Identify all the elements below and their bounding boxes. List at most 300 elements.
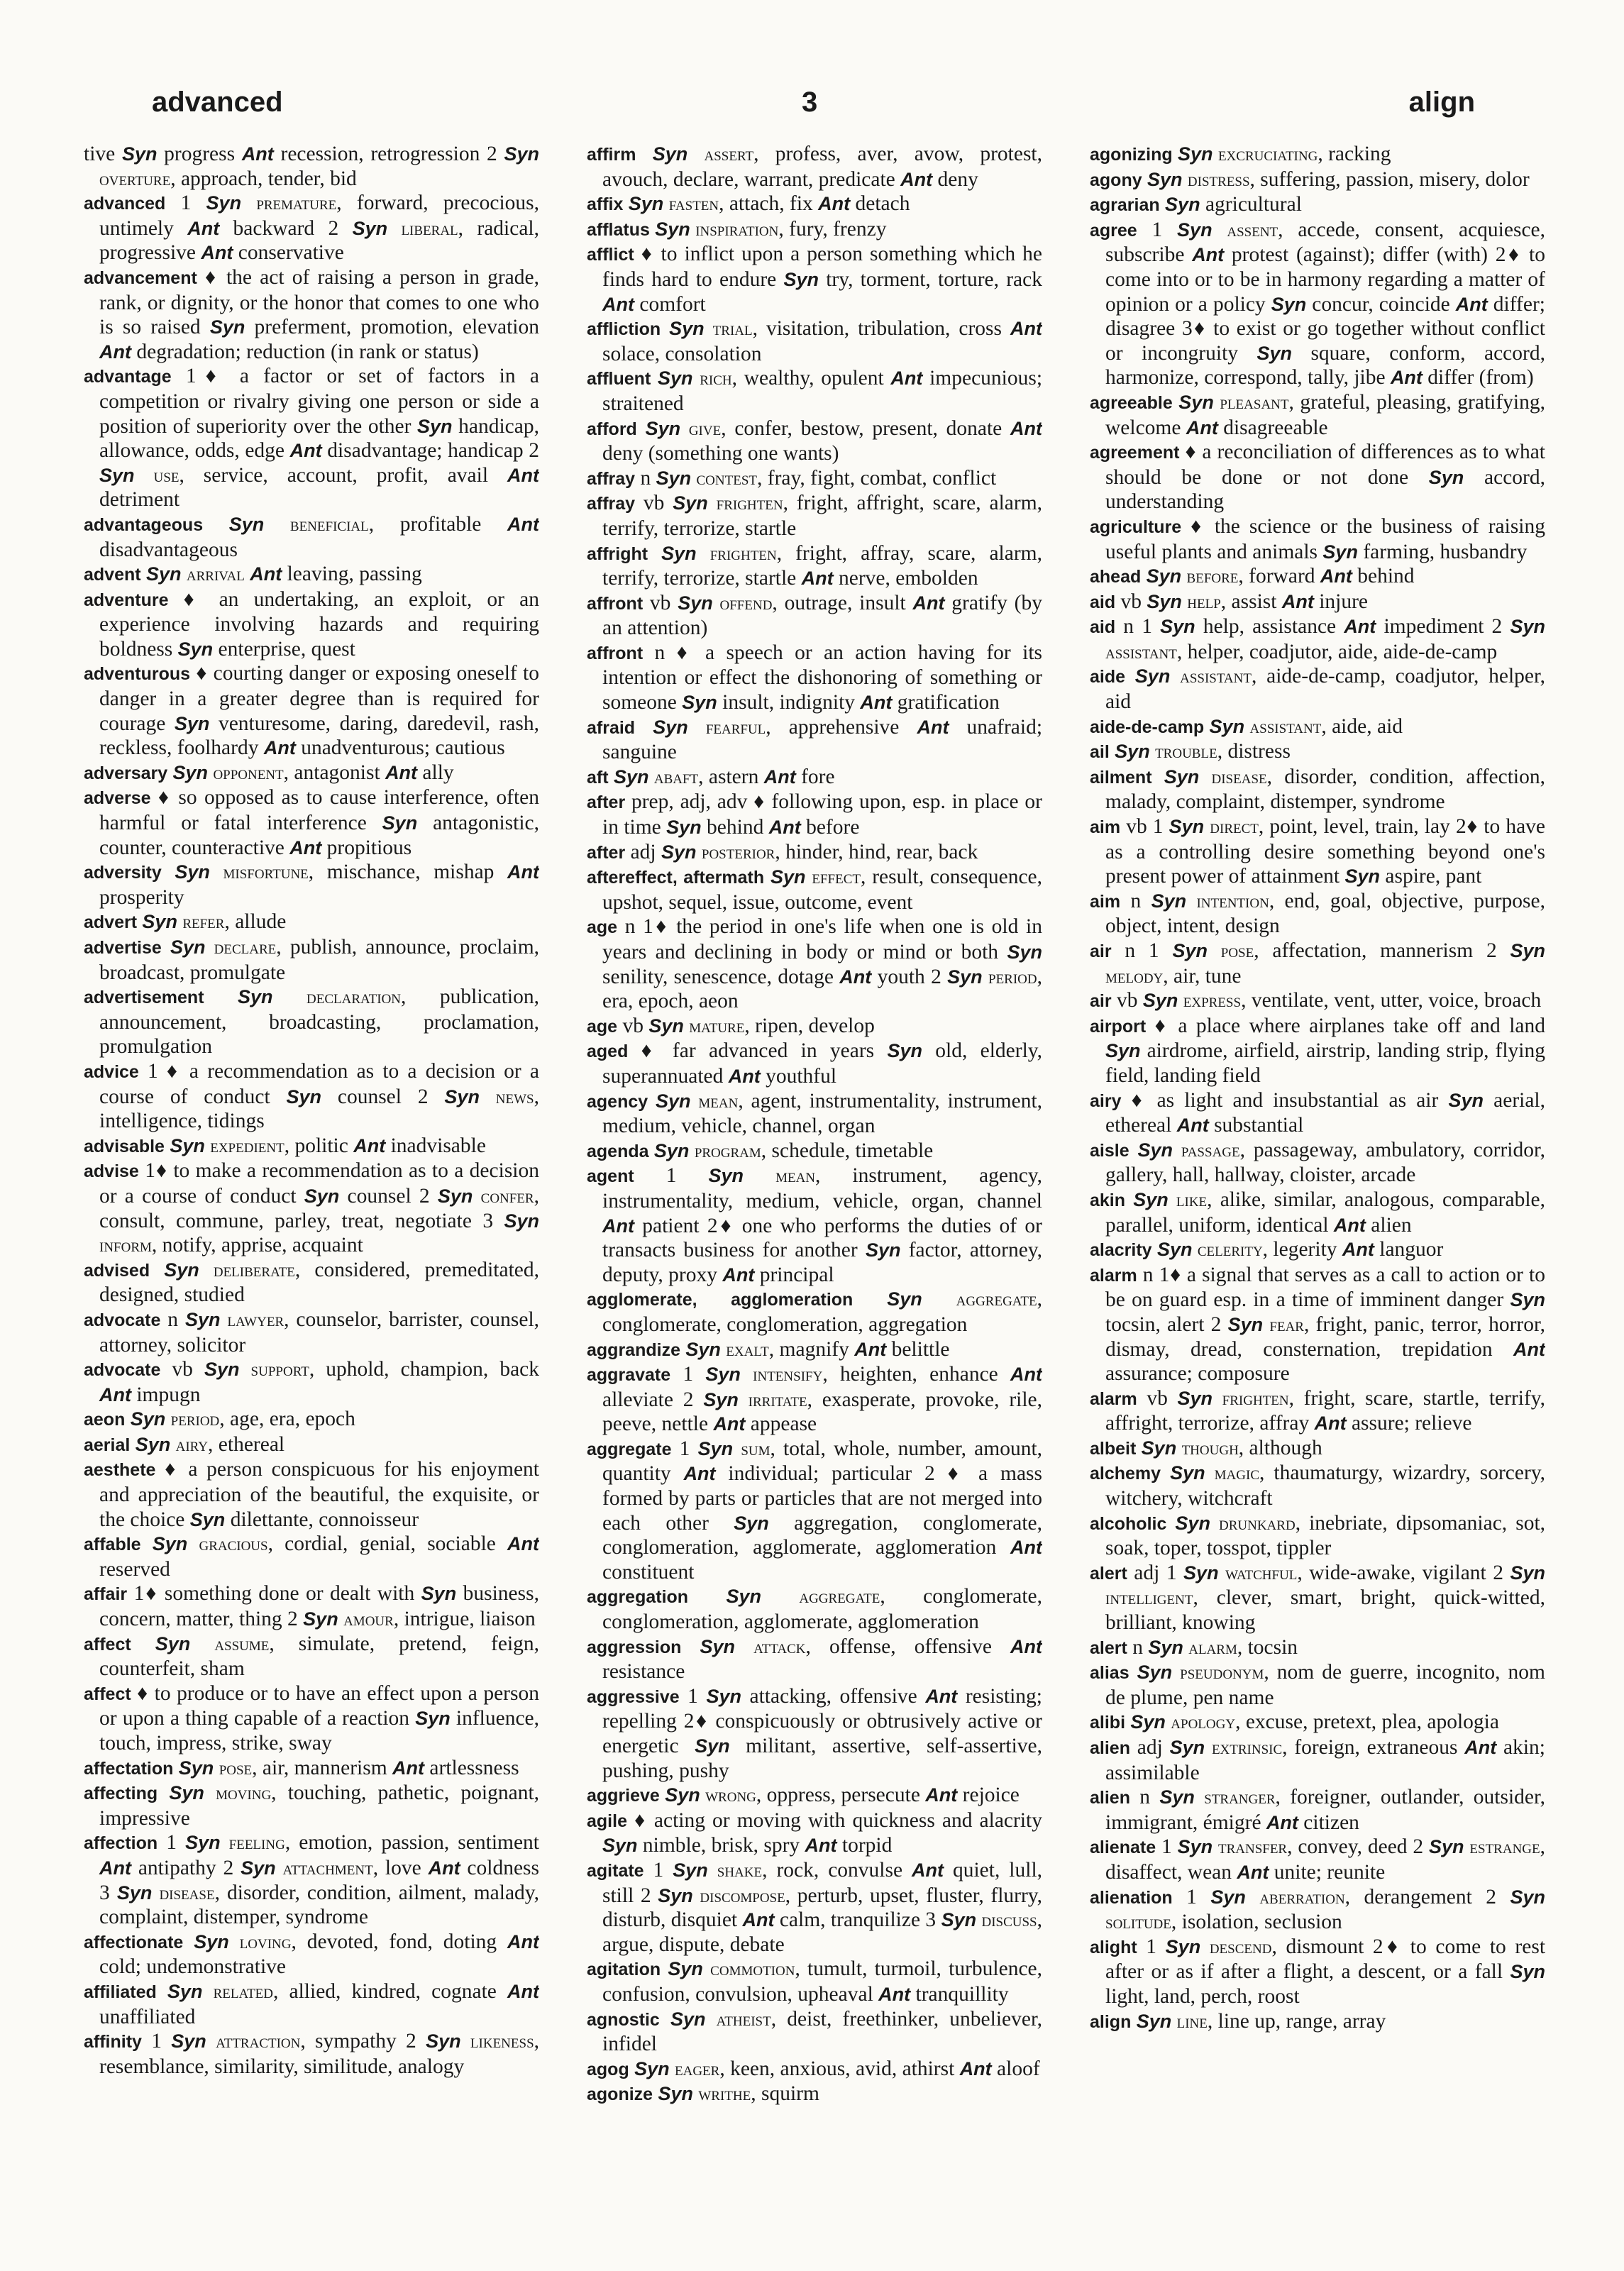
synonym-label: Syn xyxy=(1137,1139,1173,1161)
antonym-label: Ant xyxy=(392,1757,425,1779)
synonym-label: Syn xyxy=(169,1782,204,1804)
synonym-label: Syn xyxy=(121,143,158,165)
headword: aftereffect, aftermath xyxy=(587,868,765,888)
dictionary-entry: advised Syn deliberate, considered, premeditated, designed, studied xyxy=(84,1258,539,1307)
cross-reference: loving xyxy=(239,1930,292,1952)
antonym-label: Ant xyxy=(1464,1737,1497,1758)
cross-reference: stranger xyxy=(1204,1786,1276,1808)
cross-reference: fear xyxy=(1269,1313,1304,1335)
cross-reference: lawyer xyxy=(227,1308,285,1330)
cross-reference: intelligent xyxy=(1105,1587,1193,1609)
dictionary-entry: affiliated Syn related, allied, kindred, cognate Ant unaffiliated xyxy=(84,1979,539,2028)
cross-reference: descend xyxy=(1209,1935,1272,1957)
dictionary-entry: aft Syn abaft, astern Ant fore xyxy=(587,765,835,788)
dictionary-entry: agony Syn distress, suffering, passion, misery, dolor xyxy=(1090,167,1530,191)
headword: air xyxy=(1090,991,1112,1012)
headword: aide-de-camp xyxy=(1090,717,1205,737)
dictionary-entry: agitation Syn commotion, tumult, turmoil, turbulence, confusion, convulsion, upheaval Ant tranquillity xyxy=(587,1957,1042,2006)
headword: affiliated xyxy=(84,1982,157,2002)
dictionary-entry: affront n ♦ a speech or an action having for its intention or effect the dishonoring of something or someone Syn insult, indignity Ant gratification xyxy=(587,641,1042,714)
synonym-label: Syn xyxy=(444,1085,480,1107)
antonym-label: Ant xyxy=(854,1338,887,1360)
dictionary-entry: affect ♦ to produce or to have an effect upon a person or upon a thing capable of a reaction Syn influence, touch, impress, strike, sway xyxy=(84,1681,539,1755)
headword: after xyxy=(587,792,626,813)
cross-reference: pleasant xyxy=(1220,391,1289,413)
synonym-label: Syn xyxy=(1148,1636,1183,1658)
headword: aeon xyxy=(84,1410,126,1430)
headword: age xyxy=(587,1016,618,1037)
synonym-label: Syn xyxy=(1177,219,1213,241)
synonym-label: Syn xyxy=(653,716,688,738)
dictionary-entry: affright Syn frighten, fright, affray, scare, alarm, terrify, terrorize, startle Ant nerve, embolden xyxy=(587,541,1042,590)
synonym-label: Syn xyxy=(657,368,693,389)
dictionary-entry: aid n 1 Syn help, assistance Ant impediment 2 Syn assistant, helper, coadjutor, aide, aide-de-camp xyxy=(1090,615,1545,663)
cross-reference: attraction xyxy=(216,2030,301,2052)
synonym-label: Syn xyxy=(668,1958,703,1980)
column-middle xyxy=(587,142,1042,2214)
dictionary-entry: alarm n 1♦ a signal that serves as a call to action or to be on guard esp. in a time of imminent danger Syn tocsin, alert 2 Syn fear, fright, panic, terror, horror, dismay, dread, consternation, trepidation Ant assurance; composure xyxy=(1090,1263,1545,1386)
cross-reference: overture xyxy=(99,167,171,189)
synonym-label: Syn xyxy=(1142,990,1178,1012)
dictionary-entry: aggrieve Syn wrong, oppress, persecute Ant rejoice xyxy=(587,1784,1020,1807)
dictionary-entry: alacrity Syn celerity, legerity Ant languor xyxy=(1090,1238,1444,1261)
synonym-label: Syn xyxy=(1175,1512,1210,1534)
dictionary-columns xyxy=(84,142,1545,2214)
dictionary-entry: agenda Syn program, schedule, timetable xyxy=(587,1139,934,1162)
dictionary-entry: advantage 1♦ a factor or set of factors in a competition or rivalry giving one person or side a position of superiority over the other Syn handicap, allowance, odds, edge Ant disadvantage; handicap 2 Syn use, service, account, profit, avail Ant detriment xyxy=(84,365,539,512)
cross-reference: use xyxy=(153,464,179,486)
headword: advocate xyxy=(84,1360,161,1381)
synonym-label: Syn xyxy=(673,1859,708,1881)
dictionary-entry: agree 1 Syn assent, accede, consent, acquiesce, subscribe Ant protest (against); differ (with) 2♦ to come into or to be in harmony regarding a matter of opinion or a policy Syn concur, coincide Ant differ; disagree 3♦ to exist or go together without conflict or incongruity Syn square, conform, accord, harmonize, correspond, tally, jibe Ant differ (from) xyxy=(1090,218,1545,389)
headword: advise xyxy=(84,1161,139,1182)
dictionary-entry: affinity 1 Syn attraction, sympathy 2 Syn likeness, resemblance, similarity, similitude, analogy xyxy=(84,2030,539,2078)
synonym-label: Syn xyxy=(184,1308,221,1330)
antonym-label: Ant xyxy=(912,592,945,614)
dictionary-entry: alias Syn pseudonym, nom de guerre, incognito, nom de plume, pen name xyxy=(1090,1661,1545,1709)
dictionary-entry: afford Syn give, confer, bestow, present, donate Ant deny (something one wants) xyxy=(587,416,1042,465)
cross-reference: frighten xyxy=(716,492,783,514)
headword: alchemy xyxy=(1090,1464,1161,1484)
cross-reference: moving xyxy=(216,1782,272,1804)
synonym-label: Syn xyxy=(658,2083,693,2105)
dictionary-entry: advisable Syn expedient, politic Ant inadvisable xyxy=(84,1134,486,1157)
antonym-label: Ant xyxy=(1342,1239,1374,1261)
dictionary-entry: alight 1 Syn descend, dismount 2♦ to come to rest after or as if after a flight, a descent, or a fall Syn light, land, perch, roost xyxy=(1090,1935,1545,2008)
synonym-label: Syn xyxy=(1146,565,1182,587)
synonym-label: Syn xyxy=(1130,1711,1166,1733)
headword: align xyxy=(1090,2011,1132,2032)
headword: aggregate xyxy=(587,1439,672,1459)
dictionary-entry: aide Syn assistant, aide-de-camp, coadjutor, helper, aid xyxy=(1090,665,1545,714)
headword: afflict xyxy=(587,245,634,265)
cross-reference: magic xyxy=(1214,1462,1259,1484)
synonym-label: Syn xyxy=(417,415,453,437)
headword: aid xyxy=(1090,617,1116,638)
dictionary-entry: aggravate 1 Syn intensify, heighten, enhance Ant alleviate 2 Syn irritate, exasperate, provoke, rile, peeve, nettle Ant appease xyxy=(587,1363,1042,1436)
headword: alien xyxy=(1090,1788,1130,1808)
synonym-label: Syn xyxy=(665,1784,700,1806)
synonym-label: Syn xyxy=(695,1735,730,1757)
headword: aggrandize xyxy=(587,1339,680,1360)
synonym-label: Syn xyxy=(941,1909,977,1931)
dictionary-entry: affect Syn assume, simulate, pretend, feign, counterfeit, sham xyxy=(84,1632,539,1681)
synonym-label: Syn xyxy=(426,2030,461,2052)
synonym-label: Syn xyxy=(645,417,681,439)
antonym-label: Ant xyxy=(602,293,634,315)
cross-reference: airy xyxy=(175,1433,209,1455)
synonym-label: Syn xyxy=(1183,1562,1219,1584)
antonym-label: Ant xyxy=(768,817,801,839)
cross-reference: mature xyxy=(689,1015,745,1037)
headword: affecting xyxy=(84,1784,158,1804)
headword: agonize xyxy=(587,2084,653,2105)
cross-reference: irritate xyxy=(748,1388,807,1410)
synonym-label: Syn xyxy=(178,1757,214,1779)
headword: alacrity xyxy=(1090,1240,1152,1261)
dictionary-entry: age vb Syn mature, ripen, develop xyxy=(587,1014,875,1037)
cross-reference: disease xyxy=(159,1882,215,1903)
cross-reference: discompose xyxy=(700,1884,785,1906)
cross-reference: aggregate xyxy=(799,1586,880,1608)
cross-reference: distress xyxy=(1187,168,1250,190)
dictionary-entry: aged ♦ far advanced in years Syn old, elderly, superannuated Ant youthful xyxy=(587,1039,1042,1088)
headword: adventurous xyxy=(84,664,191,685)
cross-reference: assent xyxy=(1227,219,1278,241)
cross-reference: line xyxy=(1176,2010,1208,2032)
cross-reference: alarm xyxy=(1188,1636,1237,1658)
synonym-label: Syn xyxy=(415,1708,451,1730)
antonym-label: Ant xyxy=(1513,1338,1545,1360)
antonym-label: Ant xyxy=(900,168,933,190)
synonym-label: Syn xyxy=(706,1685,741,1707)
cross-reference: declare xyxy=(214,936,277,958)
synonym-label: Syn xyxy=(658,1884,693,1906)
dictionary-entry: agreeable Syn pleasant, grateful, pleasing, gratifying, welcome Ant disagreeable xyxy=(1090,390,1545,439)
antonym-label: Ant xyxy=(263,737,296,759)
dictionary-entry: alien adj Syn extrinsic, foreign, extraneous Ant akin; assimilable xyxy=(1090,1736,1545,1784)
headword: aft xyxy=(587,767,609,788)
synonym-label: Syn xyxy=(135,1433,171,1455)
cross-reference: attachment xyxy=(282,1857,373,1879)
synonym-label: Syn xyxy=(174,712,210,734)
dictionary-entry: air vb Syn express, ventilate, vent, utter, voice, broach xyxy=(1090,989,1542,1012)
synonym-label: Syn xyxy=(1209,715,1245,737)
synonym-label: Syn xyxy=(99,464,135,486)
synonym-label: Syn xyxy=(1147,168,1183,190)
cross-reference: mean xyxy=(698,1090,739,1112)
cross-reference: intensify xyxy=(753,1364,823,1386)
antonym-label: Ant xyxy=(187,217,220,239)
antonym-label: Ant xyxy=(763,766,796,788)
antonym-label: Ant xyxy=(353,1134,386,1156)
dictionary-entry: age n 1♦ the period in one's life when one is old in years and declining in body or mind or both Syn senility, senescence, dotage Ant youth 2 Syn period, era, epoch, aeon xyxy=(587,915,1042,1013)
synonym-label: Syn xyxy=(666,817,702,839)
dictionary-entry: aggressive 1 Syn attacking, offensive Ant resisting; repelling 2♦ conspicuously or obtrusively active or energetic Syn militant, assertive, self-assertive, pushing, pushy xyxy=(587,1684,1042,1782)
cross-reference: watchful xyxy=(1225,1562,1298,1584)
synonym-label: Syn xyxy=(504,143,539,165)
dictionary-entry: adversity Syn misfortune, mischance, mishap Ant prosperity xyxy=(84,861,539,909)
dictionary-entry: aftereffect, aftermath Syn effect, result, consequence, upshot, sequel, issue, outcome, event xyxy=(587,866,1042,914)
antonym-label: Ant xyxy=(1266,1811,1298,1833)
headword: akin xyxy=(1090,1190,1126,1210)
synonym-label: Syn xyxy=(1510,1886,1545,1908)
synonym-label: Syn xyxy=(697,1437,734,1459)
synonym-label: Syn xyxy=(734,1512,769,1534)
headword: agglomerate, agglomeration xyxy=(587,1290,854,1310)
headword: advancement xyxy=(84,267,197,288)
dictionary-entry: albeit Syn though, although xyxy=(1090,1436,1322,1459)
cross-reference: passage xyxy=(1181,1139,1240,1161)
synonym-label: Syn xyxy=(175,861,210,883)
dictionary-entry: advent Syn arrival Ant leaving, passing xyxy=(84,563,422,586)
synonym-label: Syn xyxy=(1510,616,1545,638)
synonym-label: Syn xyxy=(1159,1786,1195,1808)
cross-reference: refer xyxy=(182,911,225,933)
synonym-label: Syn xyxy=(1510,1562,1545,1584)
headword: aggregation xyxy=(587,1587,689,1608)
cross-reference: pseudonym xyxy=(1180,1662,1264,1684)
cross-reference: fasten xyxy=(668,193,719,215)
synonym-label: Syn xyxy=(887,1288,922,1310)
headword: agile xyxy=(587,1811,627,1831)
antonym-label: Ant xyxy=(1320,565,1352,587)
dictionary-entry: aerial Syn airy, ethereal xyxy=(84,1432,285,1456)
synonym-label: Syn xyxy=(1429,1836,1464,1858)
synonym-label: Syn xyxy=(1227,1313,1264,1335)
dictionary-entry: afflatus Syn inspiration, fury, frenzy xyxy=(587,217,887,241)
antonym-label: Ant xyxy=(507,1533,539,1555)
synonym-label: Syn xyxy=(1164,766,1200,788)
synonym-label: Syn xyxy=(661,841,697,863)
dictionary-entry: alert n Syn alarm, tocsin xyxy=(1090,1635,1298,1659)
antonym-label: Ant xyxy=(99,1383,131,1405)
dictionary-entry: alcoholic Syn drunkard, inebriate, dipsomaniac, sot, soak, toper, tosspot, tippler xyxy=(1090,1511,1545,1560)
synonym-label: Syn xyxy=(152,1533,188,1555)
dictionary-entry: affable Syn gracious, cordial, genial, sociable Ant reserved xyxy=(84,1532,539,1581)
headword: advice xyxy=(84,1061,139,1082)
synonym-label: Syn xyxy=(1448,1089,1484,1111)
dictionary-entry: affectation Syn pose, air, mannerism Ant artlessness xyxy=(84,1756,519,1779)
synonym-label: Syn xyxy=(1210,1886,1246,1908)
synonym-label: Syn xyxy=(1147,590,1182,612)
headword: agenda xyxy=(587,1141,649,1161)
dictionary-entry: affirm Syn assert, profess, aver, avow, protest, avouch, declare, warrant, predicate Ant deny xyxy=(587,143,1042,191)
synonym-label: Syn xyxy=(1510,1289,1545,1311)
cross-reference: abaft xyxy=(653,766,699,788)
synonym-label: Syn xyxy=(1344,866,1381,888)
headword: alert xyxy=(1090,1637,1127,1658)
headword: affix xyxy=(587,194,624,215)
synonym-label: Syn xyxy=(286,1085,322,1107)
dictionary-entry: akin Syn like, alike, similar, analogous, comparable, parallel, uniform, identical Ant alien xyxy=(1090,1188,1545,1237)
cross-reference: sum xyxy=(741,1437,770,1459)
antonym-label: Ant xyxy=(742,1909,775,1931)
headword: alias xyxy=(1090,1663,1129,1684)
headword: advertise xyxy=(84,938,162,958)
synonym-label: Syn xyxy=(1115,741,1150,763)
synonym-label: Syn xyxy=(655,218,690,240)
cross-reference: arrival xyxy=(186,563,245,585)
synonym-label: Syn xyxy=(1177,1836,1213,1858)
headword: agreeable xyxy=(1090,392,1173,413)
dictionary-entry: aide-de-camp Syn assistant, aide, aid xyxy=(1090,714,1403,738)
antonym-label: Ant xyxy=(801,568,834,590)
headword: adversity xyxy=(84,863,162,883)
antonym-label: Ant xyxy=(241,143,274,165)
headword: advised xyxy=(84,1260,150,1281)
antonym-label: Ant xyxy=(250,563,282,585)
cross-reference: deliberate xyxy=(213,1259,295,1281)
synonym-label: Syn xyxy=(770,866,806,888)
headword: adverse xyxy=(84,788,151,809)
antonym-label: Ant xyxy=(925,1685,958,1707)
dictionary-entry: airport ♦ a place where airplanes take off and land Syn airdrome, airfield, airstrip, landing strip, flying field, landing field xyxy=(1090,1014,1545,1087)
synonym-label: Syn xyxy=(1105,1040,1141,1062)
dictionary-entry: air n 1 Syn pose, affectation, mannerism 2 Syn melody, air, tune xyxy=(1090,939,1545,988)
headword: agitate xyxy=(587,1860,644,1881)
cross-reference: premature xyxy=(256,192,337,214)
headword: airport xyxy=(1090,1016,1147,1037)
cross-reference: rich xyxy=(700,368,732,389)
antonym-label: Ant xyxy=(912,1859,944,1881)
cross-reference: declaration xyxy=(306,986,402,1008)
cross-reference: help xyxy=(1187,590,1221,612)
synonym-label: Syn xyxy=(238,986,273,1008)
cross-reference: program xyxy=(694,1139,761,1161)
synonym-label: Syn xyxy=(170,1134,205,1156)
cross-reference: assert xyxy=(704,143,754,165)
headword: age xyxy=(587,917,618,938)
headword: aged xyxy=(587,1041,629,1062)
dictionary-entry: aesthete ♦ a person conspicuous for his enjoyment and appreciation of the beautiful, the exquisite, or the choice Syn dilettante, connoisseur xyxy=(84,1458,539,1531)
synonym-label: Syn xyxy=(304,1185,340,1207)
synonym-label: Syn xyxy=(145,563,182,585)
synonym-label: Syn xyxy=(1322,541,1358,563)
dictionary-entry: afraid Syn fearful, apprehensive Ant unafraid; sanguine xyxy=(587,715,1042,764)
cross-reference: eager xyxy=(675,2057,720,2079)
headword: alarm xyxy=(1090,1388,1137,1409)
headword: affect xyxy=(84,1684,131,1704)
dictionary-entry: aim n Syn intention, end, goal, objective, purpose, object, intent, design xyxy=(1090,889,1545,938)
antonym-label: Ant xyxy=(201,242,233,264)
antonym-label: Ant xyxy=(917,716,949,738)
cross-reference: express xyxy=(1183,990,1242,1012)
headword: adventure xyxy=(84,590,169,610)
synonym-label: Syn xyxy=(1007,941,1042,963)
dictionary-entry: affront vb Syn offend, outrage, insult Ant gratify (by an attention) xyxy=(587,591,1042,640)
cross-reference: period xyxy=(170,1408,220,1430)
synonym-label: Syn xyxy=(130,1408,166,1430)
dictionary-entry: advocate n Syn lawyer, counselor, barrister, counsel, attorney, solicitor xyxy=(84,1308,539,1356)
cross-reference: frighten xyxy=(1222,1387,1289,1409)
antonym-label: Ant xyxy=(1010,1364,1042,1386)
headword: affinity xyxy=(84,2032,142,2052)
headword: alarm xyxy=(1090,1265,1137,1286)
headword: advert xyxy=(84,912,138,933)
headword: aide xyxy=(1090,667,1126,687)
dictionary-entry: alien n Syn stranger, foreigner, outlander, outsider, immigrant, émigré Ant citizen xyxy=(1090,1786,1545,1834)
synonym-label: Syn xyxy=(1172,940,1208,961)
synonym-label: Syn xyxy=(185,1832,221,1854)
cross-reference: writhe xyxy=(698,2083,751,2105)
dictionary-entry: advertisement Syn declaration, publication, announcement, broadcasting, proclamation, promulgation xyxy=(84,985,539,1059)
synonym-label: Syn xyxy=(1165,1935,1201,1957)
cross-reference: though xyxy=(1181,1437,1239,1459)
headword: affray xyxy=(587,494,636,514)
dictionary-entry: airy ♦ as light and insubstantial as air Syn aerial, ethereal Ant substantial xyxy=(1090,1088,1545,1137)
dictionary-entry: advanced 1 Syn premature, forward, precocious, untimely Ant backward 2 Syn liberal, radical, progressive Ant conservative xyxy=(84,192,539,265)
cross-reference: gracious xyxy=(199,1533,268,1555)
dictionary-entry: alienate 1 Syn transfer, convey, deed 2 Syn estrange, disaffect, wean Ant unite; reunite xyxy=(1090,1835,1545,1884)
synonym-label: Syn xyxy=(303,1608,338,1630)
synonym-label: Syn xyxy=(1178,391,1214,413)
cross-reference: pose xyxy=(219,1757,253,1779)
antonym-label: Ant xyxy=(1455,293,1488,315)
headword: agreement xyxy=(1090,443,1180,463)
cross-reference: assistant xyxy=(1180,665,1252,687)
cross-reference: aberration xyxy=(1259,1886,1345,1908)
dictionary-entry: align Syn line, line up, range, array xyxy=(1090,2009,1386,2033)
headword: ail xyxy=(1090,742,1110,763)
dictionary-entry: affection 1 Syn feeling, emotion, passion, sentiment Ant antipathy 2 Syn attachment, love Ant coldness 3 Syn disease, disorder, condition, ailment, malady, complaint, distemper, syndrome xyxy=(84,1831,539,1929)
synonym-label: Syn xyxy=(1165,194,1200,216)
synonym-label: Syn xyxy=(1178,143,1213,165)
synonym-label: Syn xyxy=(652,143,688,165)
antonym-label: Ant xyxy=(1186,416,1218,438)
synonym-label: Syn xyxy=(437,1185,473,1207)
cross-reference: inspiration xyxy=(695,218,779,240)
synonym-label: Syn xyxy=(1510,1961,1545,1983)
antonym-label: Ant xyxy=(722,1264,755,1286)
synonym-label: Syn xyxy=(352,217,388,239)
headword: aesthete xyxy=(84,1460,156,1481)
cross-reference: support xyxy=(250,1359,309,1381)
synonym-label: Syn xyxy=(1428,466,1464,488)
antonym-label: Ant xyxy=(289,836,322,858)
dictionary-entry: agnostic Syn atheist, deist, freethinker, unbeliever, infidel xyxy=(587,2007,1042,2056)
synonym-label: Syn xyxy=(1156,1239,1193,1261)
cross-reference: contest xyxy=(696,467,757,489)
dictionary-entry: tive Syn progress Ant recession, retrogression 2 Syn overture, approach, tender, bid xyxy=(84,143,539,190)
antonym-label: Ant xyxy=(1192,244,1225,266)
headword: affluent xyxy=(587,369,651,389)
headword: affright xyxy=(587,543,648,564)
headword: affront xyxy=(587,593,643,614)
cross-reference: assistant xyxy=(1249,715,1322,737)
cross-reference: before xyxy=(1186,565,1239,587)
headword: afflatus xyxy=(587,219,650,240)
column-left xyxy=(84,142,539,2214)
headword: advantage xyxy=(84,367,172,387)
synonym-label: Syn xyxy=(155,1632,191,1654)
headword: aisle xyxy=(1090,1140,1129,1161)
dictionary-entry: agreement ♦ a reconciliation of differences as to what should be done or not done Syn accord, understanding xyxy=(1090,441,1545,514)
synonym-label: Syn xyxy=(241,1857,276,1879)
synonym-label: Syn xyxy=(700,1635,735,1657)
synonym-label: Syn xyxy=(177,638,214,660)
synonym-label: Syn xyxy=(206,192,242,214)
headword: advantageous xyxy=(84,514,204,535)
headword: alibi xyxy=(1090,1713,1126,1733)
headword: alight xyxy=(1090,1937,1137,1957)
cross-reference: amour xyxy=(343,1608,394,1630)
cross-reference: celerity xyxy=(1197,1239,1263,1261)
synonym-label: Syn xyxy=(678,592,713,614)
dictionary-entry: adventurous ♦ courting danger or exposing oneself to danger in a greater degree than is required for courage Syn venturesome, daring, daredevil, rash, reckless, foolhardy Ant unadventurous; cautious xyxy=(84,662,539,760)
dictionary-entry: agonize Syn writhe, squirm xyxy=(587,2082,819,2106)
cross-reference: extrinsic xyxy=(1211,1737,1283,1758)
